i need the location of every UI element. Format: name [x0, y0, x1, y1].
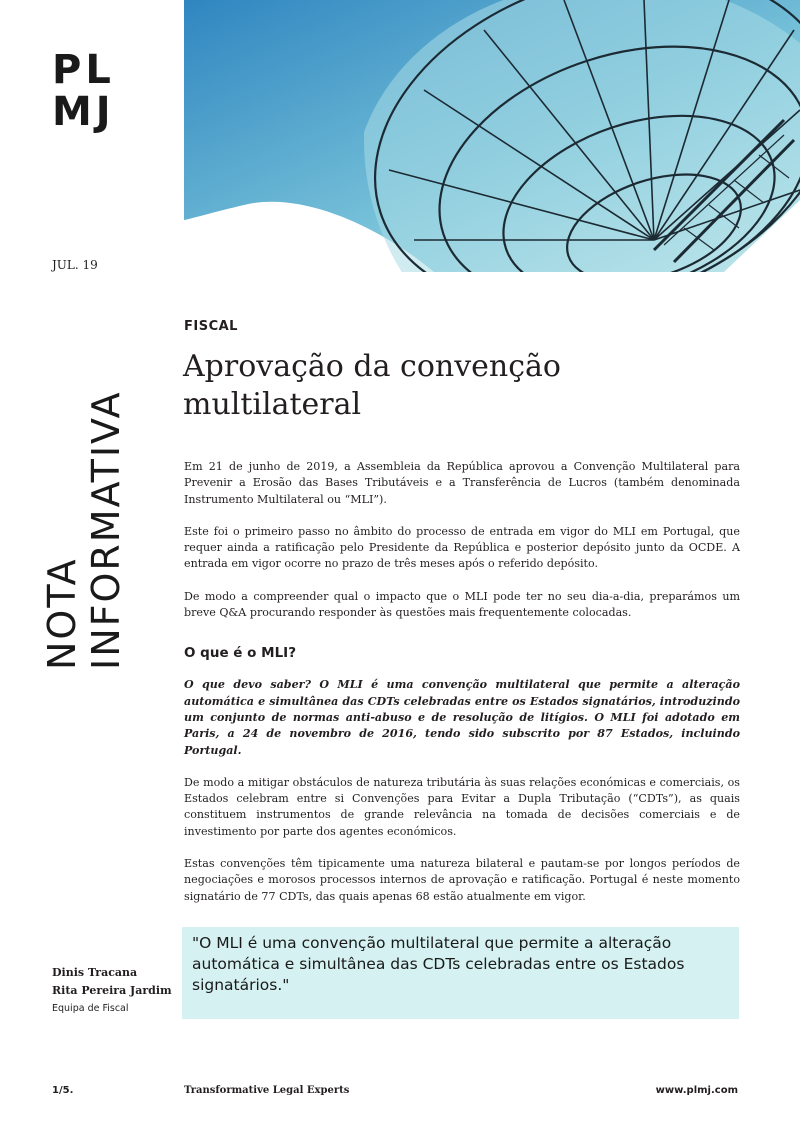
title-line-2: multilateral: [183, 387, 362, 422]
article-body: [184, 459, 740, 921]
paragraph: De modo a compreender qual o impacto que o MLI pode ter no seu dia-a-dia, preparámos um breve Q&A procurando responder às questões mais frequentemente colocadas.: [184, 589, 740, 620]
author-name: Dinis Tracana: [52, 966, 138, 979]
paragraph: Em 21 de junho de 2019, a Assembleia da República aprovou a Convenção Multilateral para Prevenir a Erosão das Bases Tributáveis e a Transferência de Lucros (também denominada Instrumento Multilateral ou “MLI”).: [184, 460, 740, 506]
page-title: [183, 348, 743, 424]
author-name: Rita Pereira Jardim: [52, 984, 172, 997]
authors-block: [52, 966, 172, 1016]
paragraph: Este foi o primeiro passo no âmbito do processo de entrada em vigor do MLI em Portugal, que requer ainda a ratificação pelo Presidente da República e posterior depósito junto da OCDE. A entrada em vigor ocorre no prazo de três meses após o referido depósito.: [184, 524, 740, 571]
question-heading: O que é o MLI?: [184, 645, 297, 662]
team-label: Equipa de Fiscal: [52, 1003, 129, 1014]
title-line-1: Aprovação da convenção: [183, 349, 561, 384]
logo-line-2: MJ: [52, 89, 115, 135]
footer-tagline: Transformative Legal Experts: [184, 1085, 350, 1096]
vertical-title-line-2: INFORMATIVA: [84, 390, 128, 670]
lead-paragraph: O que devo saber? O MLI é uma convenção multilateral que permite a alteração automática e simultânea das CDTs celebradas entre os Estados signatários, introduzindo um conjunto de normas anti-abuso e de resolução de litígios. O MLI foi adotado em Paris, a 24 de novembro de 2016, tendo sido subscrito por 87 Estados, incluindo Portugal.: [184, 678, 740, 757]
hero-image: [184, 0, 800, 272]
website-link[interactable]: www.plmj.com: [655, 1085, 738, 1096]
logo-line-1: PL: [52, 47, 115, 93]
pull-quote: "O MLI é uma convenção multilateral que permite a alteração automática e simultânea das CDTs celebradas entre os Estados signatários.": [182, 927, 739, 1019]
page-number: 1/5.: [52, 1085, 74, 1096]
vertical-title: [40, 390, 128, 670]
section-label: FISCAL: [184, 319, 238, 334]
issue-date: JUL. 19: [52, 258, 98, 272]
plmj-logo: [52, 47, 115, 135]
paragraph: De modo a mitigar obstáculos de natureza tributária às suas relações económicas e comerciais, os Estados celebram entre si Convenções para Evitar a Dupla Tributação (“CDTs”), as quais constituem instrumentos de grande relevância na tomada de decisões comerciais e de investimento por parte dos agentes económicos.: [184, 775, 740, 838]
vertical-title-line-1: NOTA: [40, 557, 84, 670]
paragraph: Estas convenções têm tipicamente uma natureza bilateral e pautam-se por longos períodos de negociações e morosos processos internos de aprovação e ratificação. Portugal é neste momento signatário de 77 CDTs, das quais apenas 68 estão atualmente em vigor.: [184, 857, 740, 903]
radio-telescope-illustration: [184, 0, 800, 272]
